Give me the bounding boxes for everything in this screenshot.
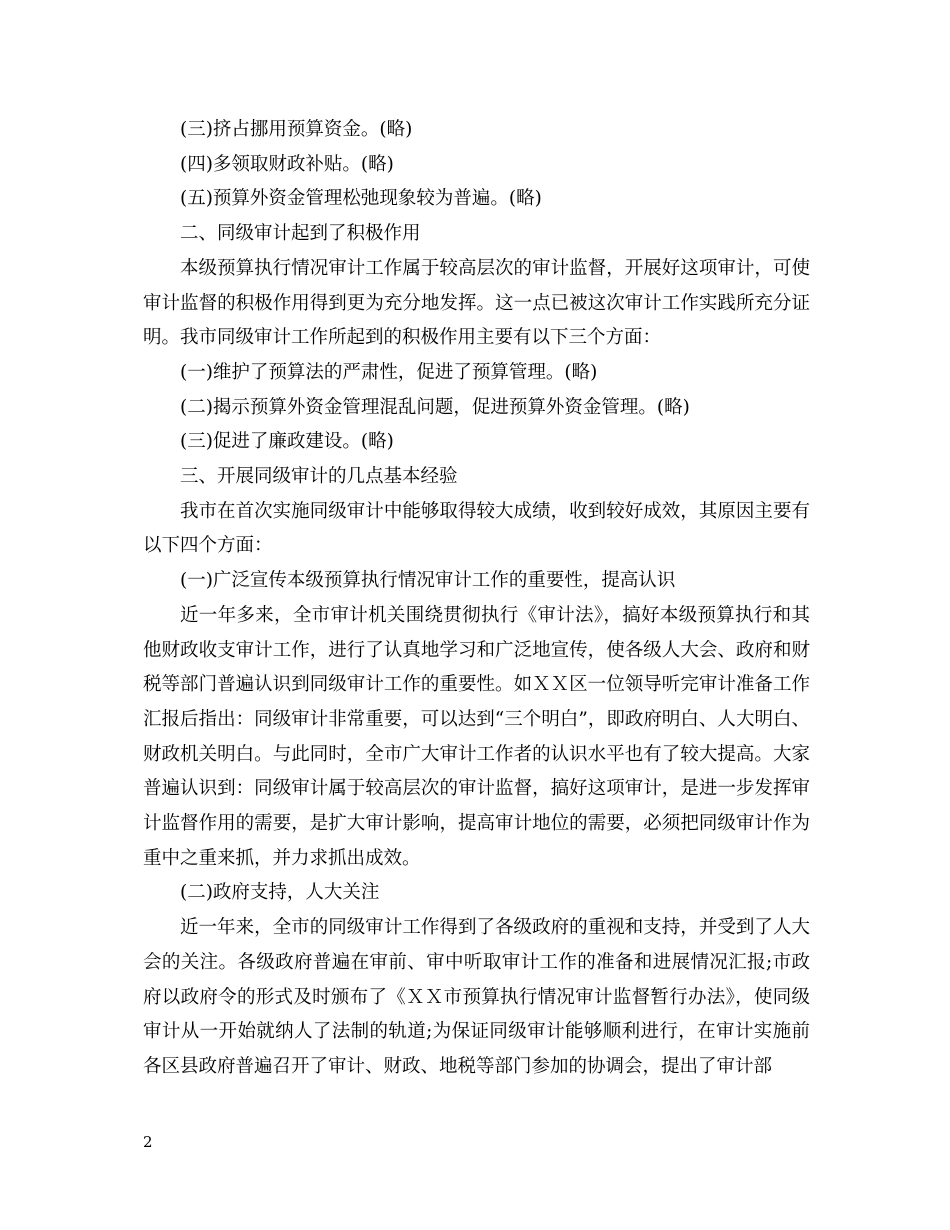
page-number: 2 — [143, 1133, 153, 1151]
document-body — [143, 113, 810, 1085]
paragraph-8: (三)促进了廉政建设。(略) — [180, 431, 394, 453]
subheading-1: (一)广泛宣传本级预算执行情况审计工作的重要性，提高认识 — [180, 570, 676, 592]
section-heading-2: 二、同级审计起到了积极作用 — [180, 223, 421, 245]
paragraph-3: (五)预算外资金管理松弛现象较为普遍。(略) — [180, 188, 542, 210]
paragraph-6: (一)维护了预算法的严肃性，促进了预算管理。(略) — [180, 361, 598, 383]
paragraph-1: (三)挤占挪用预算资金。(略) — [180, 119, 413, 140]
paragraph-14: 近一年来，全市的同级审计工作得到了各级政府的重视和支持，并受到了人大会的关注。各级政府普遍在审前、审中听取审计工作的准备和进展情况汇报;市政府以政府令的形式及时颁布了《ＸＸ市预算执行情况审计监督暂行办法》，使同级审计从一开始就纳人了法制的轨道;为保证同级审计能够顺利进行，在审计实施前各区县政府普遍召开了审计、财政、地税等部门参加的协调会，提出了审计部 — [143, 917, 810, 1077]
paragraph-2: (四)多领取财政补贴。(略) — [180, 153, 394, 175]
subheading-2: (二)政府支持，人大关注 — [180, 882, 380, 904]
paragraph-7: (二)揭示预算外资金管理混乱问题，促进预算外资金管理。(略) — [180, 396, 690, 418]
section-heading-3: 三、开展同级审计的几点基本经验 — [180, 466, 458, 488]
paragraph-12: 近一年多来，全市审计机关围绕贯彻执行《审计法》，搞好本级预算执行和其他财政收支审计工作，进行了认真地学习和广泛地宣传，使各级人大会、政府和财税等部门普遍认识到同级审计工作的重要性。如ＸＸ区一位领导听完审计准备工作汇报后指出：同级审计非常重要，可以达到“三个明白”，即政府明白、人大明白、财政机关明白。与此同时，全市广大审计工作者的认识水平也有了较大提高。大家普遍认识到：同级审计属于较高层次的审计监督，搞好这项审计，是进一步发挥审计监督作用的需要，是扩大审计影响，提高审计地位的需要，必须把同级审计作为重中之重来抓，并力求抓出成效。 — [143, 604, 810, 869]
paragraph-5: 本级预算执行情况审计工作属于较高层次的审计监督，开展好这项审计，可使审计监督的积极作用得到更为充分地发挥。这一点已被这次审计工作实践所充分证明。我市同级审计工作所起到的积极作用主要有以下三个方面： — [143, 257, 810, 349]
paragraph-10: 我市在首次实施同级审计中能够取得较大成绩，收到较好成效，其原因主要有以下四个方面： — [143, 500, 810, 557]
